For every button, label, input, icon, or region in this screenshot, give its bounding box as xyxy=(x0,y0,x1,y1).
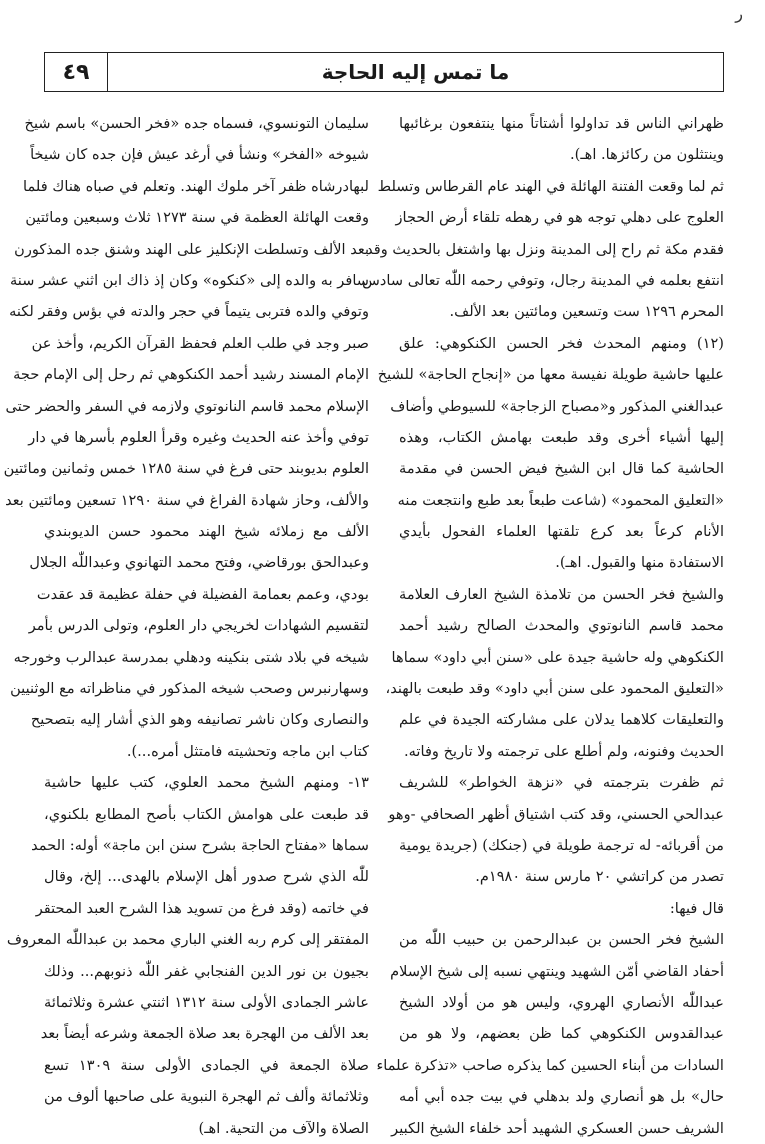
text-line: الشيخ فخر الحسن بن عبدالرحمن بن حبيب اللّٰه من xyxy=(399,931,724,949)
text-line: (١٢) ومنهم المحدث فخر الحسن الكنكوهي: علق xyxy=(399,334,724,352)
text-line: الإسلام محمد قاسم النانوتوي ولازمه في السفر والحضر حتى xyxy=(5,397,369,415)
text-line: تصدر من كراتشي ٢٠ مارس سنة ١٩٨٠م. xyxy=(475,868,724,886)
text-line: «التعليق المحمود» (شاعت طبعاً بعد طبع وانتجعت منه xyxy=(397,491,724,509)
text-line: عبداللّٰه الأنصاري الهروي، وليس هو من أولاد الشيخ xyxy=(399,993,724,1011)
text-line: انتفع بعلمه في المدينة رجال، وتوفي رحمه اللّٰه تعالى سادس xyxy=(362,271,724,289)
text-line: شيخه في بلاد شتى بنكينه ودهلي بمدرسة عبدالرب وخورجه xyxy=(13,648,369,666)
text-line: عاشر الجمادى الأولى سنة ١٣١٢ اثنتي عشرة وثلاثمائة xyxy=(44,993,369,1011)
page-header xyxy=(44,52,724,92)
text-line: توفي وأخذ عنه الحديث وغيره وقرأ العلوم بأسرها في دار xyxy=(28,428,369,446)
text-line: عبدالقدوس الكنكوهي كما ظن بعضهم، ولا هو من xyxy=(399,1025,724,1043)
text-line: ثم ظفرت بترجمته في «نزهة الخواطر» للشريف xyxy=(399,774,724,792)
text-line: عبدالغني المذكور و«مصباح الزجاجة» للسيوطي وأضاف xyxy=(390,397,724,415)
page-number: ٤٩ xyxy=(45,53,108,91)
text-line: للّٰه الذي شرح صدور أهل الإسلام بالهدى... إلخ، وقال xyxy=(44,868,369,886)
text-line: كتاب ابن ماجه وتحشيته فامتثل أمره...). xyxy=(126,742,369,760)
text-line: الأنام كرعاً بعد كرع تلقتها العلماء الفحول بأيدي xyxy=(399,523,724,541)
text-line: والشيخ فخر الحسن من تلامذة الشيخ العارف العلامة xyxy=(399,585,724,603)
text-line: المحرم ١٢٩٦ ست وتسعين ومائتين بعد الألف. xyxy=(449,303,724,321)
text-line: سماها «مفتاح الحاجة بشرح سنن ابن ماجة» أوله: الحمد xyxy=(31,836,369,854)
text-line: محمد قاسم النانوتوي والمحدث الصالح رشيد أحمد xyxy=(399,617,724,635)
text-columns xyxy=(3,108,724,1137)
text-line: بجيون بن نور الدين الفنجابي غفر اللّٰه ذنوبهم... وذلك xyxy=(44,962,369,980)
text-line: سافر به والده إلى «كنكوه» وكان إذ ذاك ابن اثني عشر سنة xyxy=(9,271,369,289)
text-line: من أقربائه- له ترجمة طويلة في (جنكك) (جريدة يومية xyxy=(399,836,724,854)
text-line: ثم لما وقعت الفتنة الهائلة في الهند عام القرطاس وتسلط xyxy=(377,177,724,195)
text-line: صلاة الجمعة في الجمادى الأولى سنة ١٣٠٩ تسع xyxy=(44,1056,369,1074)
text-line: عبدالحي الحسني، وقد كتب اشتياق أظهر الصحافي -وهو xyxy=(388,805,724,823)
text-line: قد طبعت على هوامش الكتاب بأصح المطابع بلكنوي، xyxy=(44,805,369,823)
text-line: والتعليقات كلاهما يدلان على مشاركته الجيدة في علم xyxy=(399,711,724,729)
text-line: إليها أشياء أخرى وقد طبعت بهامش الكتاب، وهذه xyxy=(399,428,724,446)
text-line: لبهادرشاه ظفر آخر ملوك الهند. وتعلم في صباه هناك فلما xyxy=(23,177,369,195)
text-line: بعد الألف وتسلطت الإنكليز على الهند وشنق جده المذكورن xyxy=(14,240,369,258)
text-line: وسهارنبرس وصحب شيخه المذكور في مناظراته مع الوثنيين xyxy=(10,680,369,698)
text-line: وينتثلون من ركائزها. اهـ). xyxy=(570,146,724,164)
text-line: حال» بل هو أنصاري ولد بدهلي في بيت جده أبي أمه xyxy=(399,1088,724,1106)
text-line: والألف، وحاز شهادة الفراغ في سنة ١٢٩٠ تسعين ومائتين بعد xyxy=(5,491,369,509)
text-line: صبر وجد في طلب العلم فحفظ القرآن الكريم، وأخذ عن xyxy=(31,334,369,352)
text-line: الحاشية كما قال ابن الشيخ فيض الحسن في مقدمة xyxy=(399,460,724,478)
text-line: الشريف حسن العسكري الشهيد أحد خلفاء الشيخ الكبير xyxy=(391,1119,724,1137)
text-line: ١٣- ومنهم الشيخ محمد العلوي، كتب عليها حاشية xyxy=(44,774,369,792)
text-line: الصلاة والآف من التحية. اهـ) xyxy=(198,1119,369,1137)
text-line: السادات من أبناء الحسين كما يذكره صاحب «تذكرة علماء xyxy=(376,1056,724,1074)
text-line: فقدم مكة ثم راح إلى المدينة ونزل بها واشتغل بالحديث وقد xyxy=(366,240,724,258)
text-line: ظهراني الناس قد تداولوا أشتاتاً منها ينتفعون برغائبها xyxy=(399,115,724,132)
text-line: الألف مع زملائه شيخ الهند محمود حسن الديوبندي xyxy=(44,523,369,541)
text-line: العلوج على دهلي توجه هو في رهطه تلقاء أرض الحجاز xyxy=(395,209,724,227)
text-line: أحفاد القاضي أمّن الشهيد وينتهي نسبه إلى شيخ الإسلام xyxy=(390,962,724,980)
text-line: سليمان التونسوي، فسماه جده «فخر الحسن» باسم شيخ xyxy=(24,115,369,132)
text-line: بعد الألف من الهجرة بعد صلاة الجمعة وشرعه أيضاً بعد xyxy=(40,1025,369,1043)
text-line: وثلاثمائة وألف ثم الهجرة النبوية على صاحبها ألوف من xyxy=(44,1088,369,1106)
right-column xyxy=(362,108,724,1137)
text-line: الحديث وفنونه، ولم أطلع على ترجمته ولا تاريخ وفاته. xyxy=(403,742,724,760)
text-line: «التعليق المحمود على سنن أبي داود» وقد طبعت بالهند، xyxy=(385,680,724,698)
text-line: الاستفادة منها والقبول. اهـ). xyxy=(555,554,724,572)
text-line: الكنكوهي وله حاشية جيدة على «سنن أبي داود» سماها xyxy=(391,648,724,666)
text-line: وعبدالحق بورقاضي، وفتح محمد التهانوي وعبداللّٰه الجلال xyxy=(29,554,369,572)
text-line: بودي، وعمم بعمامة الفضيلة في حفلة عظيمة قد عقدت xyxy=(36,585,369,603)
text-line: في خاتمه (وقد فرغ من تسويد هذا الشرح العبد المحتقر xyxy=(35,899,369,917)
text-line: شيوخه «الفخر» ونشأ في أرغد عيش فإن جده كان شيخاً xyxy=(30,146,369,164)
text-line: وتوفي والده فتربى يتيماً في حجر والدته في بؤس وفقر لكنه xyxy=(9,303,369,321)
corner-mark: ﺭ xyxy=(735,4,743,23)
text-line: وقعت الهائلة العظمة في سنة ١٢٧٣ ثلاث وسبعين ومائتين xyxy=(25,209,369,227)
text-line: عليها حاشية طويلة نفيسة معها من «إنجاح الحاجة» للشيخ xyxy=(377,366,724,384)
left-column xyxy=(3,108,369,1137)
text-line: الإمام المسند رشيد أحمد الكنكوهي ثم رحل إلى الإمام حجة xyxy=(13,366,369,384)
text-line: المفتقر إلى كرم ربه الغني الباري محمد بن عبداللّٰه المعروف xyxy=(6,931,369,949)
text-line: لتقسيم الشهادات لخريجي دار العلوم، وتولى الدرس بأمر xyxy=(28,617,369,635)
running-title: ما تمس إليه الحاجة xyxy=(321,60,510,84)
text-line: قال فيها: xyxy=(669,899,724,917)
text-line: العلوم بديوبند حتى فرغ في سنة ١٢٨٥ خمس وثمانين ومائتين xyxy=(3,460,369,478)
text-line: والنصارى وكان ناشر تصانيفه وهو الذي أشار إليه بتصحيح xyxy=(30,711,369,729)
